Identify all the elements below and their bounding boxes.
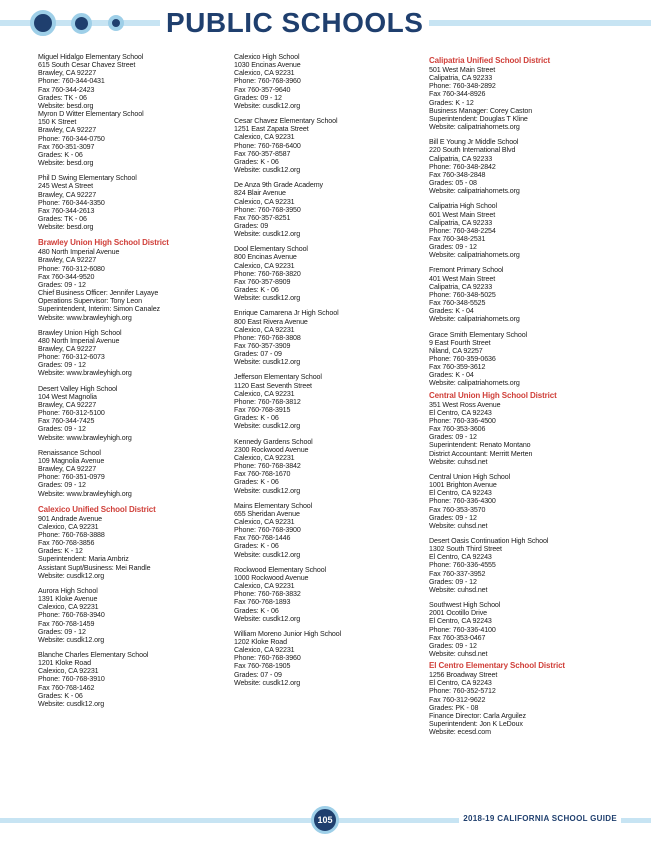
school-name: Cesar Chavez Elementary School	[234, 117, 338, 126]
website-line: Website: ecesd.com	[429, 728, 491, 737]
grades-line: Grades: 09 - 12	[38, 627, 86, 636]
phone-line: Phone: 760-359-0636	[429, 355, 496, 363]
grades-line: Grades: 09 - 12	[429, 243, 477, 252]
phone-line: Phone: 760-312-5100	[38, 409, 105, 418]
website-line: Website: calipatriahornets.org	[429, 187, 520, 196]
website-line: Website: cusdk12.org	[38, 571, 105, 580]
fax-line: Fax 760-344-9520	[38, 272, 95, 281]
entry-line: 351 West Ross Avenue	[429, 400, 501, 409]
grades-line: Grades: 09 - 12	[38, 361, 86, 370]
entry-line: 9 East Fourth Street	[429, 338, 491, 347]
grades-line: Grades: 09 - 12	[429, 513, 477, 522]
grades-line: Grades: K - 06	[234, 478, 279, 487]
district-entry	[38, 505, 228, 580]
fax-line: Fax 760-768-1670	[234, 470, 291, 479]
district-entry	[429, 391, 619, 466]
school-name: Southwest High School	[429, 601, 501, 610]
grades-line: Grades: TK - 06	[38, 93, 87, 102]
entry-line: Brawley, CA 92227	[38, 400, 97, 409]
school-entry	[38, 587, 228, 644]
entry-line: 480 North Imperial Avenue	[38, 248, 120, 257]
entry-line: 1120 East Seventh Street	[234, 381, 312, 390]
fax-line: Fax 760-348-5525	[429, 299, 486, 308]
district-name: El Centro Elementary School District	[429, 661, 565, 671]
entry-line: Brawley, CA 92227	[38, 345, 97, 353]
entry-line: 1256 Broadway Street	[429, 671, 498, 680]
phone-line: Phone: 760-348-2254	[429, 226, 496, 235]
school-entry	[234, 566, 424, 623]
page-title: PUBLIC SCHOOLS	[160, 6, 429, 40]
entry-line: Calipatria, CA 92233	[429, 154, 493, 163]
website-line: Website: cusdk12.org	[234, 486, 301, 495]
grades-line: Grades: K - 06	[234, 606, 279, 615]
entry-line: 1391 Kloke Avenue	[38, 595, 98, 604]
school-name: Desert Valley High School	[38, 384, 118, 393]
fax-line: Fax 760-768-1459	[38, 619, 95, 628]
entry-line: El Centro, CA 92243	[429, 553, 492, 562]
grades-line: Grades: 07 - 09	[234, 350, 282, 359]
entry-line: Calipatria, CA 92233	[429, 282, 493, 291]
school-name: Bill E Young Jr Middle School	[429, 138, 519, 147]
entry-line: Brawley, CA 92227	[38, 69, 97, 78]
district-name: Calexico Unified School District	[38, 504, 156, 514]
entry-line: 1030 Encinas Avenue	[234, 61, 301, 70]
fax-line: Fax 760-344-7425	[38, 417, 95, 426]
entry-line: 480 North Imperial Avenue	[38, 336, 120, 345]
website-line: Website: besd.org	[38, 159, 94, 168]
school-entry	[38, 110, 228, 167]
school-name: Desert Oasis Continuation High School	[429, 536, 549, 545]
entry-line: Superintendent, Interim: Simon Canalez	[38, 305, 160, 314]
grades-line: Grades: K - 06	[234, 414, 279, 423]
phone-line: Phone: 760-344-0431	[38, 77, 105, 86]
entry-line: Brawley, CA 92227	[38, 190, 97, 199]
grades-line: Grades: PK - 08	[429, 703, 479, 712]
entry-line: 501 West Main Street	[429, 66, 496, 74]
district-name: Brawley Union High School District	[38, 238, 169, 248]
entry-line: El Centro, CA 92243	[429, 489, 492, 498]
phone-line: Phone: 760-768-3940	[38, 611, 105, 620]
school-entry	[234, 53, 424, 110]
phone-line: Phone: 760-768-3960	[234, 77, 301, 86]
entry-line: Calexico, CA 92231	[234, 453, 295, 462]
entry-line: 1202 Kloke Road	[234, 638, 287, 646]
fax-line: Fax 760-768-3856	[38, 539, 95, 548]
school-entry	[234, 117, 424, 174]
school-name: Dool Elementary School	[234, 245, 308, 254]
grades-line: Grades: K - 06	[38, 150, 83, 159]
entry-line: 104 West Magnolia	[38, 392, 97, 401]
page-number: 105	[311, 806, 339, 834]
entry-line: Business Manager: Corey Caston	[429, 106, 533, 115]
phone-line: Phone: 760-768-3812	[234, 397, 301, 406]
entry-line: Calexico, CA 92231	[234, 517, 295, 526]
fax-line: Fax 760-768-3915	[234, 406, 291, 415]
phone-line: Phone: 760-344-0750	[38, 134, 105, 143]
directory-column-3	[429, 53, 619, 743]
fax-line: Fax 760-353-3570	[429, 505, 486, 514]
school-entry	[429, 537, 619, 594]
school-name: De Anza 9th Grade Academy	[234, 181, 323, 190]
entry-line: Superintendent: Renato Montano	[429, 441, 531, 450]
entry-line: 800 East Rivera Avenue	[234, 317, 308, 326]
school-name: Mains Elementary School	[234, 501, 313, 510]
phone-line: Phone: 760-344-3350	[38, 198, 105, 207]
school-entry	[234, 181, 424, 238]
phone-line: Phone: 760-312-6073	[38, 353, 105, 362]
fax-line: Fax 760-357-3909	[234, 342, 291, 350]
phone-line: Phone: 760-336-4500	[429, 416, 496, 425]
website-line: Website: cusdk12.org	[38, 635, 105, 644]
school-name: Jefferson Elementary School	[234, 373, 322, 382]
entry-line: 150 K Street	[38, 118, 77, 127]
website-line: Website: besd.org	[38, 223, 94, 232]
school-entry	[234, 502, 424, 559]
entry-line: 401 West Main Street	[429, 274, 496, 283]
website-line: Website: calipatriahornets.org	[429, 251, 520, 260]
entry-line: Calexico, CA 92231	[234, 133, 295, 142]
entry-line: Superintendent: Maria Ambriz	[38, 555, 129, 564]
school-name: Kennedy Gardens School	[234, 437, 313, 446]
directory-column-1	[38, 53, 228, 715]
entry-line: Finance Director: Carla Arguilez	[429, 711, 526, 720]
grades-line: Grades: K - 06	[234, 286, 279, 295]
website-line: Website: cusdk12.org	[234, 358, 301, 367]
entry-line: 1251 East Zapata Street	[234, 125, 309, 134]
phone-line: Phone: 760-768-3900	[234, 526, 301, 535]
school-name: Calexico High School	[234, 53, 300, 61]
fax-line: Fax 760-312-9622	[429, 695, 486, 704]
entry-line: El Centro, CA 92243	[429, 679, 492, 688]
fax-line: Fax 760-357-8251	[234, 213, 291, 222]
school-name: William Moreno Junior High School	[234, 629, 342, 638]
school-name: Rockwood Elementary School	[234, 565, 327, 574]
website-line: Website: cuhsd.net	[429, 521, 488, 530]
website-line: Website: besd.org	[38, 101, 94, 110]
entry-line: Brawley, CA 92227	[38, 126, 97, 135]
phone-line: Phone: 760-768-3950	[234, 205, 301, 214]
grades-line: Grades: K - 12	[38, 547, 83, 556]
website-line: Website: cusdk12.org	[38, 699, 105, 708]
grades-line: Grades: 09 - 12	[429, 433, 477, 442]
entry-line: Calexico, CA 92231	[38, 667, 99, 676]
school-entry	[429, 202, 619, 259]
entry-line: Operations Supervisor: Tony Leon	[38, 297, 142, 306]
school-name: Miguel Hidalgo Elementary School	[38, 53, 144, 61]
website-line: Website: cusdk12.org	[234, 230, 301, 239]
school-entry	[38, 385, 228, 442]
fax-line: Fax 760-348-2848	[429, 170, 486, 179]
entry-line: 220 South International Blvd	[429, 146, 516, 155]
entry-line: 109 Magnolia Avenue	[38, 456, 105, 465]
phone-line: Phone: 760-348-2892	[429, 82, 496, 91]
website-line: Website: calipatriahornets.org	[429, 315, 520, 324]
school-name: Fremont Primary School	[429, 266, 504, 275]
entry-line: 1302 South Third Street	[429, 545, 502, 554]
school-name: Phil D Swing Elementary School	[38, 174, 137, 183]
website-line: Website: cusdk12.org	[234, 101, 301, 110]
grades-line: Grades: 05 - 08	[429, 179, 477, 188]
fax-line: Fax 760-337-3952	[429, 569, 486, 578]
guide-title: 2018-19 CALIFORNIA SCHOOL GUIDE	[459, 814, 621, 823]
website-line: Website: www.brawleyhigh.org	[38, 489, 132, 498]
fax-line: Fax 760-357-8909	[234, 277, 291, 286]
grades-line: Grades: K - 06	[234, 157, 279, 166]
school-entry	[429, 601, 619, 658]
website-line: Website: www.brawleyhigh.org	[38, 313, 132, 322]
school-entry	[38, 449, 228, 498]
entry-line: Calexico, CA 92231	[234, 582, 295, 591]
directory-column-2	[234, 53, 424, 694]
school-entry	[38, 174, 228, 231]
entry-line: Calexico, CA 92231	[234, 261, 295, 270]
entry-line: 1001 Brighton Avenue	[429, 481, 497, 490]
website-line: Website: cusdk12.org	[234, 614, 301, 623]
district-entry	[429, 56, 619, 131]
entry-line: Calexico, CA 92231	[234, 197, 295, 206]
district-entry	[38, 238, 228, 321]
grades-line: Grades: K - 06	[234, 542, 279, 551]
school-name: Enrique Camarena Jr High School	[234, 309, 339, 318]
website-line: Website: cuhsd.net	[429, 650, 488, 658]
district-entry	[429, 661, 619, 736]
entry-line: 1000 Rockwood Avenue	[234, 573, 309, 582]
website-line: Website: cuhsd.net	[429, 585, 488, 594]
school-entry	[234, 630, 424, 687]
grades-line: Grades: 07 - 09	[234, 670, 282, 679]
phone-line: Phone: 760-336-4555	[429, 561, 496, 570]
fax-line: Fax 760-359-3612	[429, 363, 486, 372]
school-name: Central Union High School	[429, 472, 511, 481]
fax-line: Fax 760-344-2423	[38, 85, 95, 94]
entry-line: Calexico, CA 92231	[234, 325, 295, 334]
entry-line: 2001 Ocotillo Drive	[429, 609, 488, 618]
grades-line: Grades: 09 - 12	[38, 280, 86, 289]
entry-line: 615 South Cesar Chavez Street	[38, 61, 136, 70]
school-entry	[429, 331, 619, 388]
entry-line: Brawley, CA 92227	[38, 256, 97, 265]
phone-line: Phone: 760-768-6400	[234, 141, 301, 150]
fax-line: Fax 760-344-2613	[38, 206, 95, 215]
website-line: Website: calipatriahornets.org	[429, 123, 520, 132]
grades-line: Grades: 09 - 12	[429, 577, 477, 586]
district-name: Central Union High School District	[429, 390, 557, 400]
school-entry	[234, 438, 424, 495]
entry-line: Calexico, CA 92231	[234, 69, 295, 78]
grades-line: Grades: 09 - 12	[38, 425, 86, 434]
phone-line: Phone: 760-768-3842	[234, 462, 301, 471]
entry-line: Chief Business Officer: Jennifer Layaye	[38, 289, 159, 298]
entry-line: 2300 Rockwood Avenue	[234, 445, 309, 454]
phone-line: Phone: 760-348-2842	[429, 162, 496, 171]
fax-line: Fax 760-768-1893	[234, 598, 291, 607]
school-name: Blanche Charles Elementary School	[38, 651, 149, 659]
phone-line: Phone: 760-352-5712	[429, 687, 496, 696]
entry-line: Calexico, CA 92231	[38, 603, 99, 612]
entry-line: Superintendent: Jon K LeDoux	[429, 720, 523, 729]
grades-line: Grades: K - 04	[429, 307, 474, 316]
phone-line: Phone: 760-336-4100	[429, 625, 496, 634]
school-entry	[429, 138, 619, 195]
entry-line: Assistant Supt/Business: Mei Randle	[38, 563, 151, 572]
fax-line: Fax 760-768-1462	[38, 683, 95, 692]
website-line: Website: cusdk12.org	[234, 294, 301, 303]
school-name: Aurora High School	[38, 586, 98, 595]
grades-line: Grades: 09 - 12	[429, 641, 477, 650]
school-entry	[429, 473, 619, 530]
phone-line: Phone: 760-351-0979	[38, 473, 105, 482]
phone-line: Phone: 760-768-3910	[38, 675, 105, 684]
grades-line: Grades: 09 - 12	[234, 93, 282, 102]
school-entry	[429, 266, 619, 323]
school-entry	[38, 53, 228, 110]
entry-line: Calexico, CA 92231	[234, 646, 295, 655]
entry-line: Superintendent: Douglas T Kline	[429, 114, 528, 123]
entry-line: El Centro, CA 92243	[429, 408, 492, 417]
phone-line: Phone: 760-768-3832	[234, 590, 301, 599]
fax-line: Fax 760-353-3606	[429, 425, 486, 434]
district-name: Calipatria Unified School District	[429, 56, 551, 65]
school-entry	[234, 373, 424, 430]
entry-line: 655 Sheridan Avenue	[234, 509, 300, 518]
entry-line: 1201 Kloke Road	[38, 659, 91, 668]
school-name: Myron D Witter Elementary School	[38, 110, 144, 119]
header-dot-3	[108, 15, 124, 31]
entry-line: Calexico, CA 92231	[38, 522, 99, 531]
website-line: Website: calipatriahornets.org	[429, 379, 520, 388]
entry-line: Brawley, CA 92227	[38, 465, 97, 474]
grades-line: Grades: 09 - 12	[38, 481, 86, 490]
grades-line: Grades: K - 06	[38, 691, 83, 700]
fax-line: Fax 760-768-1905	[234, 662, 291, 671]
fax-line: Fax 760-353-0467	[429, 633, 486, 642]
entry-line: Calipatria, CA 92233	[429, 74, 493, 83]
grades-line: Grades: K - 12	[429, 98, 474, 107]
school-name: Grace Smith Elementary School	[429, 330, 528, 339]
website-line: Website: cusdk12.org	[234, 678, 301, 687]
fax-line: Fax 760-768-1446	[234, 534, 291, 543]
website-line: Website: cusdk12.org	[234, 166, 301, 175]
header-dot-1	[30, 10, 56, 36]
phone-line: Phone: 760-312-6080	[38, 264, 105, 273]
header-dot-2	[71, 13, 92, 34]
entry-line: Calexico, CA 92231	[234, 389, 295, 398]
entry-line: 245 West A Street	[38, 182, 93, 191]
school-name: Calipatria High School	[429, 202, 497, 211]
phone-line: Phone: 760-768-3960	[234, 654, 301, 663]
phone-line: Phone: 760-768-3820	[234, 269, 301, 278]
website-line: Website: www.brawleyhigh.org	[38, 433, 132, 442]
website-line: Website: cusdk12.org	[234, 422, 301, 431]
website-line: Website: www.brawleyhigh.org	[38, 369, 132, 378]
fax-line: Fax 760-357-8587	[234, 149, 291, 158]
school-name: Renaissance School	[38, 448, 101, 457]
website-line: Website: cusdk12.org	[234, 550, 301, 559]
phone-line: Phone: 760-768-3888	[38, 530, 105, 539]
phone-line: Phone: 760-768-3808	[234, 333, 301, 342]
school-entry	[38, 329, 228, 378]
entry-line: District Accountant: Merritt Merten	[429, 449, 533, 458]
entry-line: El Centro, CA 92243	[429, 617, 492, 626]
fax-line: Fax 760-344-8926	[429, 90, 486, 99]
entry-line: 824 Blair Avenue	[234, 189, 286, 198]
school-entry	[234, 309, 424, 366]
school-entry	[234, 245, 424, 302]
school-name: Brawley Union High School	[38, 328, 122, 337]
entry-line: 601 West Main Street	[429, 210, 496, 219]
grades-line: Grades: 09	[234, 221, 269, 230]
phone-line: Phone: 760-336-4300	[429, 497, 496, 506]
entry-line: 800 Encinas Avenue	[234, 253, 297, 262]
fax-line: Fax 760-357-9640	[234, 85, 291, 94]
grades-line: Grades: TK - 06	[38, 214, 87, 223]
grades-line: Grades: K - 04	[429, 371, 474, 380]
phone-line: Phone: 760-348-5025	[429, 290, 496, 299]
fax-line: Fax 760-348-2531	[429, 234, 486, 243]
entry-line: Niland, CA 92257	[429, 346, 483, 355]
entry-line: Calipatria, CA 92233	[429, 218, 493, 227]
school-entry	[38, 651, 228, 708]
fax-line: Fax 760-351-3097	[38, 142, 95, 151]
website-line: Website: cuhsd.net	[429, 457, 488, 466]
entry-line: 901 Andrade Avenue	[38, 514, 102, 523]
